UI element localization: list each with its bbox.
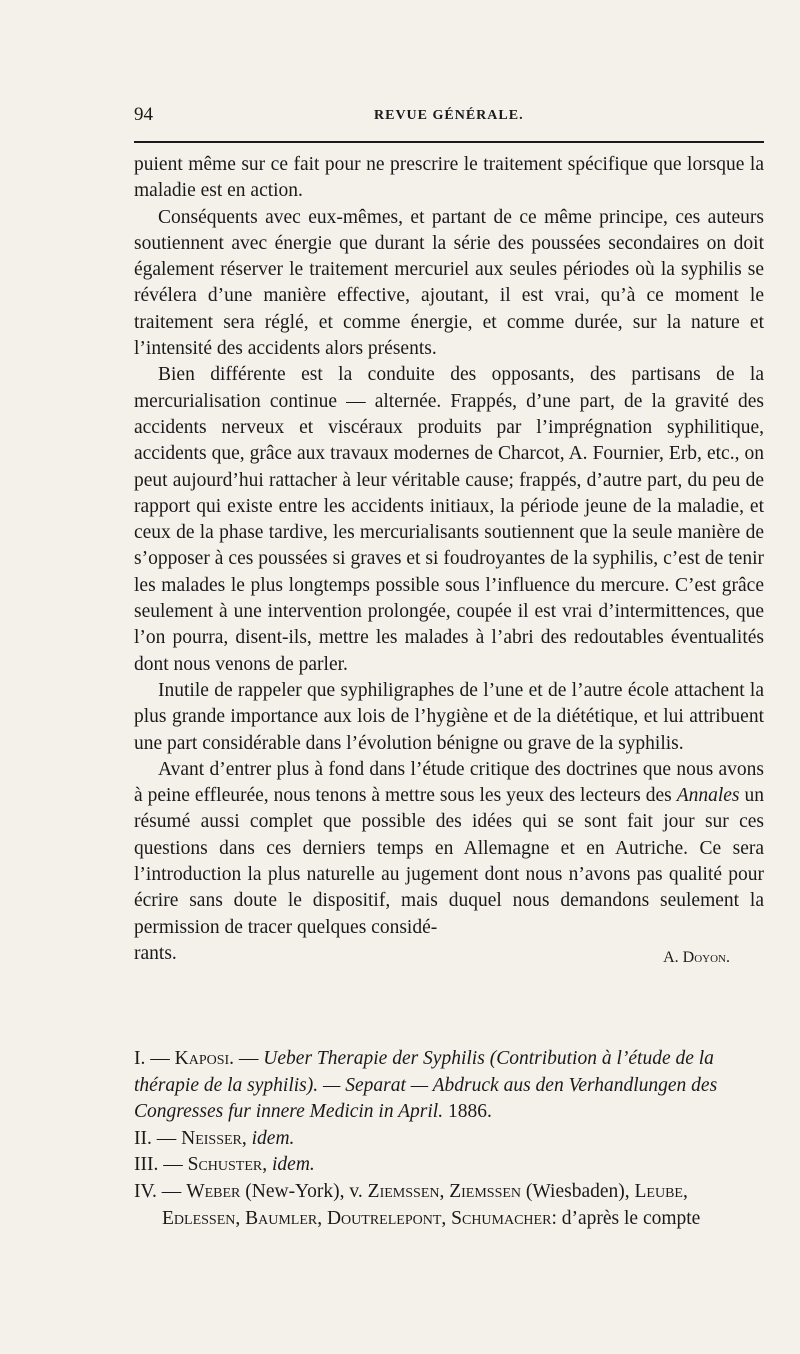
paragraph: Conséquents avec eux-mêmes, et partant de ce même principe, ces auteurs soutiennent avec énergie que durant la série des poussées secondaires on doit également réserver le traitement mercuriel aux seules périodes où la syphilis se révélera d’une manière effective, ajoutant, il est vrai, qu’à ce moment le traitement sera réglé, et comme énergie, et comme durée, sur la nature et l’intensité des accidents alors présents. [134, 206, 764, 360]
footnote-author: Schuster, [187, 1154, 268, 1176]
footnote [134, 1152, 764, 1179]
footnote-year: 1886. [447, 1101, 492, 1123]
page-header [134, 104, 764, 130]
footnote-idem: idem. [251, 1127, 295, 1149]
footnote [134, 1046, 764, 1126]
footnote-author: Neisser, [181, 1127, 247, 1149]
paragraph-text: Avant d’entrer plus à fond dans l’étude critique des doctrines que nous avons à peine effleurée, nous tenons à mettre sous les yeux des lecteurs des [134, 758, 764, 807]
footnote-separator: — [238, 1048, 259, 1069]
annales-title: Annales [676, 785, 740, 807]
footnote [134, 1179, 764, 1232]
footnote-text: : d’après le compte [551, 1207, 701, 1229]
footnote-paren: ( [489, 1048, 497, 1069]
footnote-source: — Separat — Abdruck aus den Verhandlungen des Congresses fur innere Medicin in April. [134, 1074, 718, 1123]
footnote-continuation [134, 1206, 764, 1233]
footnote-author: Leube, [634, 1180, 688, 1202]
paragraph: puient même sur ce fait pour ne prescrire le traitement spécifique que lorsque la maladie est en action. [134, 154, 764, 202]
footnote-number: IV. — [134, 1180, 182, 1202]
footnote [134, 1126, 764, 1153]
paragraph: Bien différente est la conduite des opposants, des partisans de la mercurialisation continue — alternée. Frappés, d’une part, de la gravité des accidents nerveux et viscéraux produits par l’imprégnation syphilitique, accidents que, grâce aux travaux modernes de Charcot, A. Fournier, Erb, etc., on peut aujourd’hui rattacher à leur véritable cause; frappés, d’autre part, du peu de rapport qui existe entre les accidents initiaux, la période jeune de la maladie, et ceux de la phase tardive, les mercurialisants soutiennent que la seule manière de s’opposer à ces poussées si graves et si foudroyantes de la syphilis, c’est de tenir les malades le plus longtemps possible sous l’influence du mercure. C’est grâce seulement à une intervention prolongée, coupée il est vrai d’intermittences, que l’on pourra, disent-ils, mettre les malades à l’abri des redoutables éventualités dont nous venons de parler. [134, 364, 764, 675]
footnote-idem: idem. [272, 1154, 315, 1176]
footnote-text: (New-York), v. [245, 1180, 363, 1202]
footnote-paren: ). [306, 1074, 319, 1096]
footnote-number: III. — [134, 1154, 183, 1176]
footnote-title: Ueber Therapie der Syphilis [263, 1048, 485, 1069]
footnote-author: Kaposi. [174, 1048, 235, 1069]
final-word: rants. [134, 942, 177, 964]
paragraph [134, 757, 764, 941]
footnote-author: Weber [186, 1180, 241, 1202]
footnote-text: (Wiesbaden), [525, 1180, 630, 1202]
running-head: REVUE GÉNÉRALE. [374, 108, 524, 123]
footnote-number: II. — [134, 1127, 177, 1149]
page-number: 94 [134, 104, 153, 125]
body-text [134, 152, 764, 971]
author-signature: A. Doyon. [663, 948, 730, 966]
footnote-author: Ziemssen, Ziemssen [367, 1180, 522, 1202]
footnote-author: Edlessen, Baumler, Doutrelepont, Schumacher [162, 1207, 552, 1229]
signature-line [134, 941, 764, 971]
footnote-translation: Contribution à l’étude de la thérapie de la syphilis [134, 1048, 714, 1096]
paragraph: Inutile de rappeler que syphiligraphes de l’une et de l’autre école attachent la plus grande importance aux lois de l’hygiène et de la diététique, et lui attribuent une part considérable dans l’évolution bénigne ou grave de la syphilis. [134, 679, 764, 754]
paragraph-text: un résumé aussi complet que possible des idées qui se sont fait jour sur ces questions dans ces derniers temps en Allemagne et en Autriche. Ce sera l’introduction la plus naturelle au jugement dont nous n’avons pas qualité pour écrire sans doute le dispositif, mais duquel nous demandons seulement la permission de tracer quelques considé- [134, 785, 765, 938]
footnote-number: I. — [134, 1048, 170, 1069]
footnotes [134, 1046, 764, 1232]
header-rule [134, 141, 764, 143]
